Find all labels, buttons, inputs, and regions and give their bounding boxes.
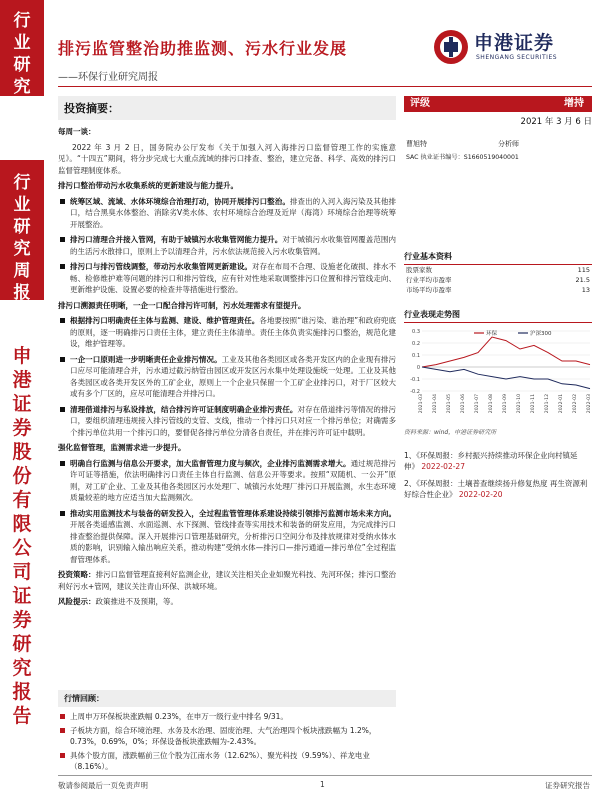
review-item-1: 上周申万环保板块涨跌幅 0.23%，在申万一级行业中排名 9/31。 [58,711,396,723]
bullet-1-text: 排查出的入河入海污染及其他排口，结合黑臭水体整治、消除劣Ⅴ类水体、农村环境综合治理及近岸（海湾）环境综合治理等统筹开展整治。 [70,196,397,229]
bullet-8 [58,508,396,566]
related-reports [404,450,592,500]
y-tick-label: 0.2 [412,341,420,347]
legend-label: 环保 [486,331,498,337]
sidebar-category-block [0,0,44,96]
analyst-name: 曹旭特 [406,140,427,148]
investment-strategy [58,569,396,592]
sidebar-report-type-block [0,160,44,303]
footer-disclaimer[interactable]: 敬请参阅最后一页免责声明 [58,781,148,790]
company-logo [430,26,590,70]
bullet-7-title: 明确自行监测与信息公开要求，加大监督管理力度与频次，企业排污监测需求增大。 [70,458,351,468]
analyst-info [404,139,592,169]
x-tick-label: 2021-11 [531,394,536,414]
x-tick-label: 2021-05 [447,394,452,414]
bullet-4-title: 根据排污口明确责任主体与监测、建设、维护管理责任。 [70,316,260,325]
x-tick-label: 2021-07 [475,394,480,414]
heading-2: 排污口溯源责任明晰，一企一口配合排污许可制，污水处理需求有望提升。 [58,300,306,310]
bullet-7 [58,458,396,504]
basic-row [404,275,592,285]
x-tick-label: 2021-04 [433,394,438,414]
x-tick-label: 2021-09 [503,394,508,414]
related-1-num: 1、 [404,451,417,460]
bullet-3-text: 对存在布局不合理、设施老化破损、排水不畅、检修维护难等问题的排污口和排污管线，应有针对性地采取调整排污口位置和排污管线走向、更新维护设施、设置必要的检查井等措施进行整治。 [70,262,396,294]
basic-row [404,285,592,295]
basic-value: 13 [581,286,590,294]
bullet-8-text: 开展各类遥感监测、水面巡测、水下探测、管线排查等实用技术和装备的研发应用，为完成排污口排查整治提供保障。深入开展排污口管理基础研究，分析排污口空间分布及排放规律对受纳水体水质的影响，识别输入输出响应关系，推动构建“受纳水体—排污口—排污通道—排污单位”全过程监督管理体系。 [70,520,396,564]
y-tick-label: -0.1 [410,377,420,383]
x-tick-label: 2021-06 [461,394,466,414]
page-number: 1 [320,780,325,789]
invest-text: 排污口监督管理直接利好监测企业，建议关注相关企业如聚光科技、先河环保；排污口整治利好污水+管网，建议关注青山环保、洪城环境。 [58,570,397,591]
bullet-1 [58,196,396,231]
sidebar-company-text: 申港证券股份有限公司证券研究报告 [12,345,32,727]
risk-text: 政策推进不及预期，等。 [95,597,178,606]
x-tick-label: 2021-10 [517,394,522,414]
basic-key: 市场平均市盈率 [406,286,452,294]
logo-mark-icon [432,28,470,66]
review-item-2: 子板块方面，综合环境治理、水务及水治理、固废治理、大气治理四个板块涨跌幅为 1.2%，0.73%，0.69%，0%；环保设备板块涨跌幅为-2.43%。 [58,725,396,748]
sidebar-report-type-text: 行业研究周报 [13,173,31,303]
related-report-1[interactable] [404,450,592,472]
bullet-5-title: 一企一口原则进一步明晰责任企业排污情况。 [70,354,222,364]
header-divider [58,86,592,87]
bullet-3-title: 排污口与排污管线调整，带动污水收集管网更新建设。 [70,262,252,271]
market-review [58,690,396,775]
basic-value: 115 [577,266,590,274]
risk-label: 风险提示： [58,597,96,606]
analyst-role: 分析师 [498,140,519,148]
chart-source: 资料来源：wind，申港证券研究所 [404,429,497,436]
logo-name-en: SHENGANG SECURITIES [476,54,558,61]
basic-key: 行业平均市盈率 [406,276,452,284]
review-item-3: 具体个股方面，涨跌幅前三位个股为江南水务（12.62%）、聚光科技（9.59%）、祥龙电业（8.16%）。 [58,750,396,773]
footer-report-type: 证券研究报告 [545,781,590,790]
rating-value: 增持 [564,98,584,109]
rating-bar [404,96,592,112]
industry-basics-title: 行业基本资料 [404,251,592,265]
y-tick-label: 0 [416,365,420,371]
x-tick-label: 2022-01 [559,394,564,414]
bullet-6-text: 对存在借道排污等情况的排污口，要组织清理违规接入排污管线的支管、支线，推动一个排污口只对应一个排污单位；对确需多个排污单位共用一个排污口的，要督促各排污单位分清各自责任，并在排污许可证中载明。 [70,404,396,437]
y-tick-label: 0.3 [412,329,420,335]
basic-key: 股票家数 [406,266,432,274]
bullet-3 [58,261,396,296]
related-2-date: 2022-02-20 [458,490,503,499]
invest-label: 投资策略： [58,570,96,579]
x-tick-label: 2022-03 [587,394,592,414]
report-date: 2021 年 3 月 6 日 [520,117,592,127]
sidebar-category-text: 行业研究 [13,11,31,97]
left-sidebar [0,0,44,800]
sidebar-company-block [0,340,44,800]
related-2-text: 《环保周报：土壤普查继续扬升修复热度 再生资源利好综合性企业》 [404,479,588,499]
bullet-2 [58,234,396,257]
related-report-2[interactable] [404,478,592,500]
x-tick-label: 2021-08 [489,394,494,414]
bullet-2-text: 对于城镇污水收集管网覆盖范围内的生活污水散排口，原则上予以清理合并，污水依法规范接入污水收集管网。 [70,235,397,256]
legend-label: 沪深300 [530,331,552,337]
x-tick-label: 2022-02 [573,394,578,414]
bullet-8-title: 推动实用监测技术与装备的研发投入，全过程监管管理体系建设持续引领排污监测市场未来方向。 [70,508,396,518]
series-line-2 [422,367,590,389]
risk-warning [58,596,396,608]
basic-value: 21.5 [575,276,590,284]
bullet-7-text: 通过规范排污许可证等措施，依法明确排污口责任主体自行监测、信息公开等要求。按照“双随机、一公开”原则，对工矿企业、工业及其他各类园区污水处理厂、城镇污水处理厂排污口开展监测，水生态环境质量较差的地方应适当加大监测频次。 [70,458,397,502]
main-content [58,96,396,612]
rating-label: 评级 [410,98,430,109]
heading-1: 排污口整治带动污水收集系统的更新建设与能力提升。 [58,181,238,190]
bullet-6-title: 清理借道排污与私设排放，结合排污许可证制度明确企业排污责任。 [70,404,298,414]
market-review-title: 行情回顾： [58,690,396,707]
performance-chart-title: 行业表现走势图 [404,309,592,323]
x-tick-label: 2021-03 [419,394,424,414]
series-line-1 [422,337,590,367]
bullet-4 [58,315,396,350]
related-2-num: 2、 [404,479,417,488]
heading-3: 强化监督管理，监测需求进一步提升。 [58,443,186,452]
weekly-label: 每周一谈： [58,127,96,136]
logo-name-cn: 申港证券 [474,32,555,54]
x-tick-label: 2021-12 [545,394,550,414]
bullet-5-text: 工业及其他各类园区或各类开发区内的企业现有排污口应尽可能清理合并，污水通过截污纳管由园区或开发区污水集中处理设施统一处理。工业及其他各类园区或各类开发区外的工矿企业，原则上一个企业只保留一个工矿企业排污口，对于厂区较大或有多个厂区的，应尽可能清理合并排污口。 [70,354,397,398]
bullet-5 [58,354,396,400]
report-title: 排污监管整治助推监测、污水行业发展 [58,39,348,58]
performance-chart [404,325,592,421]
intro-paragraph: 2022 年 3 月 2 日，国务院办公厅发布《关于加强入河入海排污口监督管理工作的实施意见》。“十四五”期间，将分步完成七大重点流域的排污口排查、整治，建立完备、科学、高效的排污口监督管理制度体系。 [58,142,396,175]
footer-divider [58,775,592,776]
bullet-4-text: 各地要按照“谁污染、谁治理”和政府兜底的原则，逐一明确排污口责任主体，建立责任主体清单。责任主体负责实施排污口整治，规范化建设，维护管理等。 [70,316,396,348]
right-column [404,96,592,506]
y-tick-label: -0.2 [410,389,420,395]
related-1-date: 2022-02-27 [421,462,465,471]
analyst-sac-number: SAC 执业证书编号：S1660519040001 [406,154,519,161]
basic-row [404,265,592,275]
report-subtitle: ——环保行业研究周报 [58,72,158,83]
related-1-text: 《环保周报：乡村振兴持续推动环保企业向村镇延伸》 [404,451,578,471]
bullet-6 [58,404,396,439]
y-tick-label: 0.1 [412,353,420,359]
bullet-1-title: 统筹区域、流域、水体环境综合治理打动，协同开展排污口整治。 [70,196,290,206]
bullet-2-title: 排污口清理合并接入管网，有助于城镇污水收集管网能力提升。 [70,235,283,244]
section-title: 投资摘要： [58,96,396,120]
